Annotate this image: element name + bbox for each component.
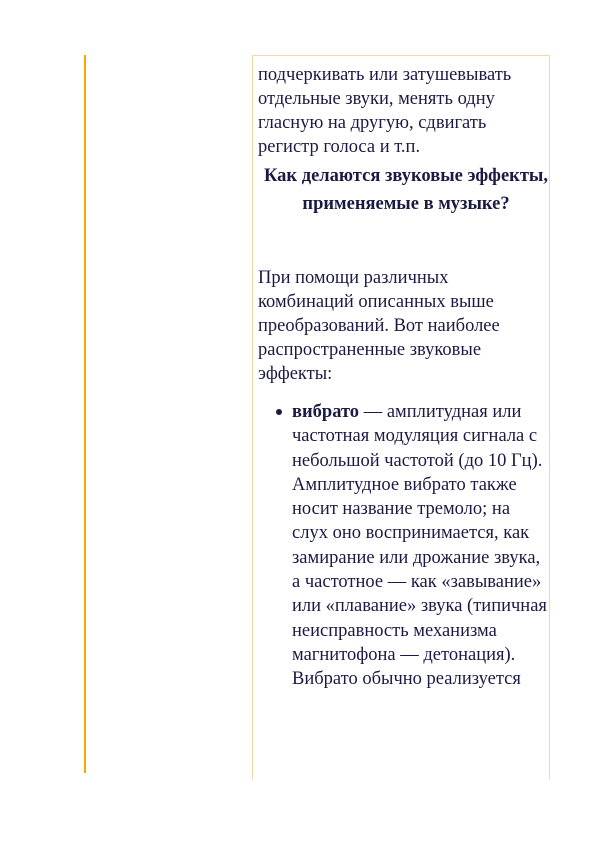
effect-term: вибрато bbox=[292, 402, 360, 422]
list-item bbox=[258, 400, 548, 692]
text-content bbox=[258, 63, 548, 692]
answer-paragraph: При помощи различных комбинаций описанных выше преобразований. Вот наиболее распространенные звуковые эффекты: bbox=[258, 268, 500, 384]
effects-list bbox=[258, 400, 548, 692]
effect-description: — амплитудная или частотная модуляция сигнала с небольшой частотой (до 10 Гц). Амплитудное вибрато также носит название тремоло; на слух оно воспринимается, как замирание или дрожание звука, а частотное — как «завывание» или «плавание» звука (типичная неисправность механизма магнитофона — детонация). Вибрато обычно реализуется bbox=[292, 402, 547, 690]
section-heading: Как делаются звуковые эффекты, применяемые в музыке? bbox=[264, 166, 548, 214]
intro-paragraph: подчеркивать или затушевывать отдельные звуки, менять одну гласную на другую, сдвигать регистр голоса и т.п. bbox=[258, 65, 512, 157]
text-frame bbox=[252, 55, 550, 780]
spacer bbox=[258, 218, 548, 266]
bullet-icon bbox=[276, 409, 282, 415]
left-margin-rule bbox=[84, 55, 86, 773]
